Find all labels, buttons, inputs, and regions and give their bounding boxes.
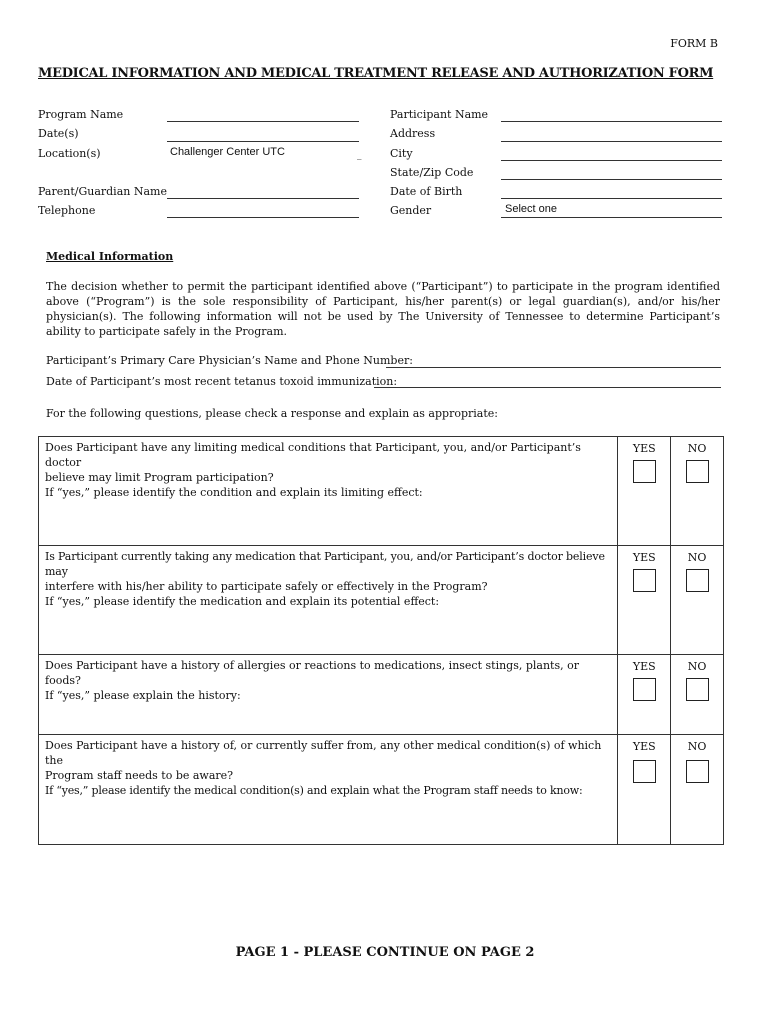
gender-underline	[501, 217, 722, 218]
yes-checkbox[interactable]	[633, 460, 656, 483]
physician-label: Participant’s Primary Care Physician’s Name and Phone Number:	[46, 354, 413, 367]
question-row	[39, 437, 724, 546]
form-title: MEDICAL INFORMATION AND MEDICAL TREATMENT RELEASE AND AUTHORIZATION FORM	[38, 66, 714, 81]
dob-field[interactable]	[501, 198, 722, 199]
question-text[interactable]	[39, 655, 618, 735]
yes-label: YES	[632, 740, 656, 753]
state-zip-label: State/Zip Code	[390, 166, 474, 179]
yes-checkbox[interactable]	[633, 678, 656, 701]
telephone-field[interactable]	[167, 217, 359, 218]
question-line: Program staff needs to be aware?	[45, 769, 234, 782]
question-line: interfere with his/her ability to participate safely or effectively in the Program?	[45, 580, 488, 593]
question-row	[39, 655, 724, 735]
participant-name-field[interactable]	[501, 121, 722, 122]
tetanus-field[interactable]	[374, 387, 721, 388]
questions-table	[38, 436, 724, 845]
question-line: If “yes,” please identify the medication and explain its potential effect:	[45, 595, 440, 608]
physician-field[interactable]	[386, 367, 721, 368]
question-line: Is Participant currently taking any medication that Participant, you, and/or Participant’s doctor believe may	[45, 550, 605, 578]
gender-label: Gender	[390, 204, 432, 217]
yes-cell	[618, 546, 671, 655]
no-cell	[671, 735, 724, 845]
no-label: NO	[687, 442, 707, 455]
state-zip-field[interactable]	[501, 179, 722, 180]
no-label: NO	[687, 551, 707, 564]
question-line: believe may limit Program participation?	[45, 471, 274, 484]
no-cell	[671, 437, 724, 546]
location-field[interactable]: Challenger Center UTC	[170, 146, 285, 158]
address-label: Address	[390, 127, 436, 140]
dates-field[interactable]	[167, 141, 359, 142]
city-field[interactable]	[501, 160, 722, 161]
no-checkbox[interactable]	[686, 760, 709, 783]
no-checkbox[interactable]	[686, 678, 709, 701]
no-cell	[671, 546, 724, 655]
yes-cell	[618, 437, 671, 546]
guardian-name-label: Parent/Guardian Name	[38, 185, 167, 198]
page-footer: PAGE 1 - PLEASE CONTINUE ON PAGE 2	[235, 945, 535, 960]
yes-label: YES	[632, 551, 656, 564]
dates-label: Date(s)	[38, 127, 79, 140]
question-text[interactable]	[39, 546, 618, 655]
question-line: If “yes,” please identify the condition and explain its limiting effect:	[45, 486, 423, 499]
yes-label: YES	[632, 442, 656, 455]
yes-checkbox[interactable]	[633, 760, 656, 783]
no-label: NO	[687, 740, 707, 753]
location-field-marker: _	[357, 150, 362, 160]
question-text[interactable]	[39, 735, 618, 845]
question-text[interactable]	[39, 437, 618, 546]
locations-label: Location(s)	[38, 147, 101, 160]
yes-cell	[618, 735, 671, 845]
no-checkbox[interactable]	[686, 569, 709, 592]
question-row	[39, 546, 724, 655]
form-id: FORM B	[670, 37, 718, 50]
participant-name-label: Participant Name	[390, 108, 489, 121]
yes-cell	[618, 655, 671, 735]
program-name-label: Program Name	[38, 108, 124, 121]
question-line: If “yes,” please explain the history:	[45, 689, 241, 702]
yes-label: YES	[632, 660, 656, 673]
no-label: NO	[687, 660, 707, 673]
address-field[interactable]	[501, 141, 722, 142]
telephone-label: Telephone	[38, 204, 96, 217]
question-line: Does Participant have a history of allergies or reactions to medications, insect stings, plants, or foods?	[45, 659, 579, 687]
medical-info-heading: Medical Information	[46, 250, 174, 263]
guardian-name-field[interactable]	[167, 198, 359, 199]
gender-select[interactable]: Select one	[505, 203, 557, 215]
question-line: If “yes,” please identify the medical condition(s) and explain what the Program staff needs to know:	[45, 784, 583, 797]
city-label: City	[390, 147, 413, 160]
no-checkbox[interactable]	[686, 460, 709, 483]
program-name-field[interactable]	[167, 121, 359, 122]
no-cell	[671, 655, 724, 735]
question-row	[39, 735, 724, 845]
dob-label: Date of Birth	[390, 185, 463, 198]
tetanus-label: Date of Participant’s most recent tetanus toxoid immunization:	[46, 375, 398, 388]
yes-checkbox[interactable]	[633, 569, 656, 592]
question-line: Does Participant have any limiting medical conditions that Participant, you, and/or Participant’s doctor	[45, 441, 581, 469]
question-line: Does Participant have a history of, or currently suffer from, any other medical condition(s) of which the	[45, 739, 602, 767]
disclaimer-paragraph: The decision whether to permit the participant identified above (“Participant”) to participate in the program identified above (“Program”) is the sole responsibility of Participant, his/her parent(s) or legal guardian(s), and/or his/her physician(s). The following information will not be used by The University of Tennessee to determine Participant’s ability to participate safely in the Program.	[46, 280, 720, 338]
instructions-text: For the following questions, please check a response and explain as appropriate:	[46, 407, 498, 420]
